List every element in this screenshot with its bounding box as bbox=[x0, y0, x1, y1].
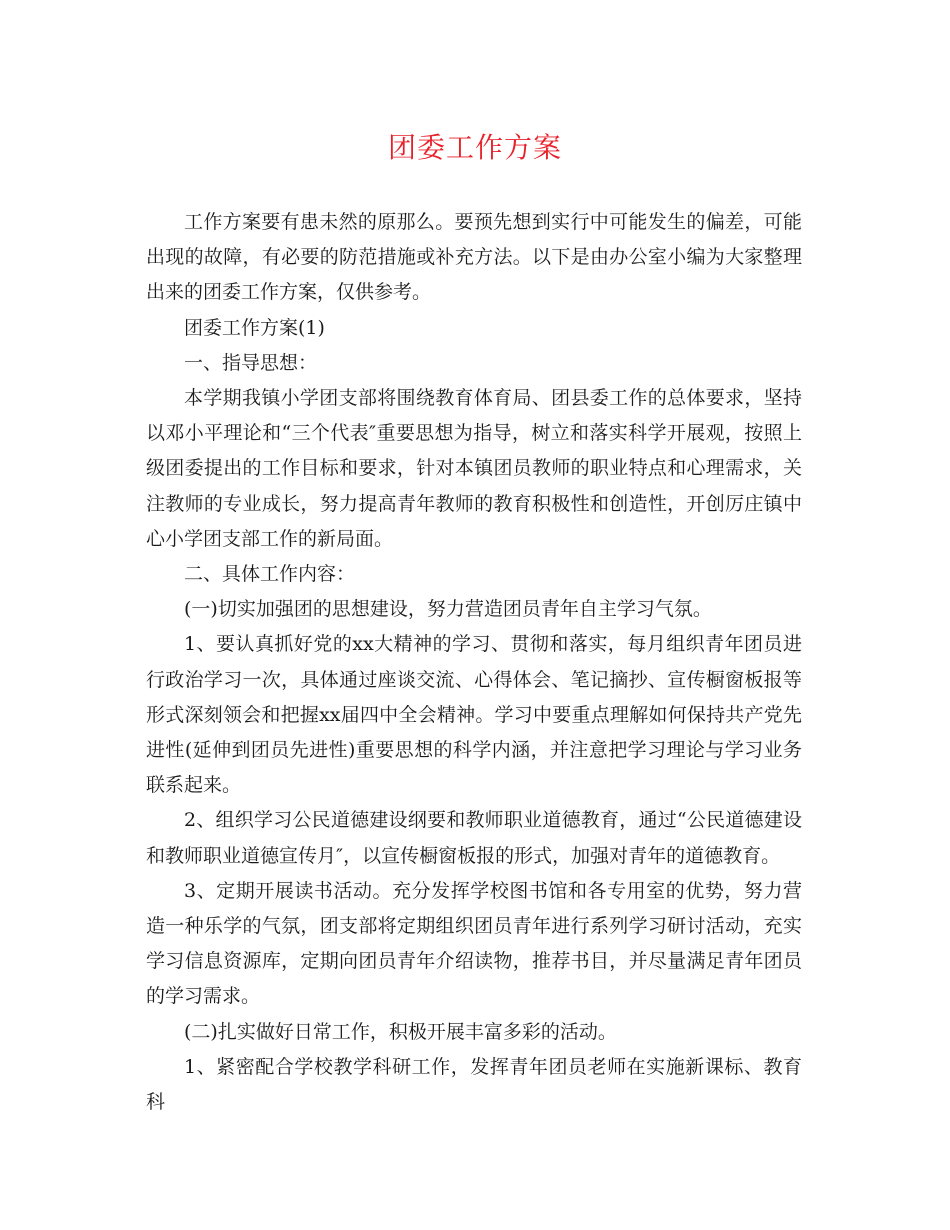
paragraph: 3、定期开展读书活动。充分发挥学校图书馆和各专用室的优势，努力营造一种乐学的气氛，团支部将定期组织团员青年进行系列学习研讨活动，充实学习信息资源库，定期向团员青年介绍读物，推荐书目，并尽量满足青年团员的学习需求。 bbox=[146, 879, 802, 1008]
subsection-heading: 二、具体工作内容： bbox=[184, 563, 356, 586]
document-body bbox=[146, 205, 802, 1120]
paragraph: 1、要认真抓好党的xx大精神的学习、贯彻和落实，每月组织青年团员进行政治学习一次，具体通过座谈交流、心得体会、笔记摘抄、宣传橱窗板报等形式深刻领会和把握xx届四中全会精神。学习中要重点理解如何保持共产党先进性(延伸到团员先进性)重要思想的科学内涵，并注意把学习理论与学习业务联系起来。 bbox=[146, 633, 802, 797]
paragraph: 2、组织学习公民道德建设纲要和教师职业道德教育，通过“公民道德建设和教师职业道德宣传月″，以宣传橱窗板报的形式，加强对青年的道德教育。 bbox=[146, 809, 802, 867]
paragraph-intro: 工作方案要有患未然的原那么。要预先想到实行中可能发生的偏差，可能出现的故障，有必要的防范措施或补充方法。以下是由办公室小编为大家整理出来的团委工作方案，仅供参考。 bbox=[146, 211, 802, 304]
subsection-heading: (二)扎实做好日常工作，积极开展丰富多彩的活动。 bbox=[184, 1020, 617, 1043]
subsection-heading: 一、指导思想： bbox=[184, 351, 318, 374]
document-title: 团委工作方案 bbox=[387, 131, 562, 164]
section-heading: 团委工作方案(1) bbox=[184, 316, 325, 339]
paragraph: 本学期我镇小学团支部将围绕教育体育局、团县委工作的总体要求，坚持以邓小平理论和“三个代表″重要思想为指导，树立和落实科学开展观，按照上级团委提出的工作目标和要求，针对本镇团员教师的职业特点和心理需求，关注教师的专业成长，努力提高青年教师的教育积极性和创造性，开创厉庄镇中心小学团支部工作的新局面。 bbox=[146, 387, 802, 550]
subsection-heading: (一)切实加强团的思想建设，努力营造团员青年自主学习气氛。 bbox=[184, 598, 712, 621]
paragraph: 1、紧密配合学校教学科研工作，发挥青年团员老师在实施新课标、教育科 bbox=[146, 1055, 802, 1114]
